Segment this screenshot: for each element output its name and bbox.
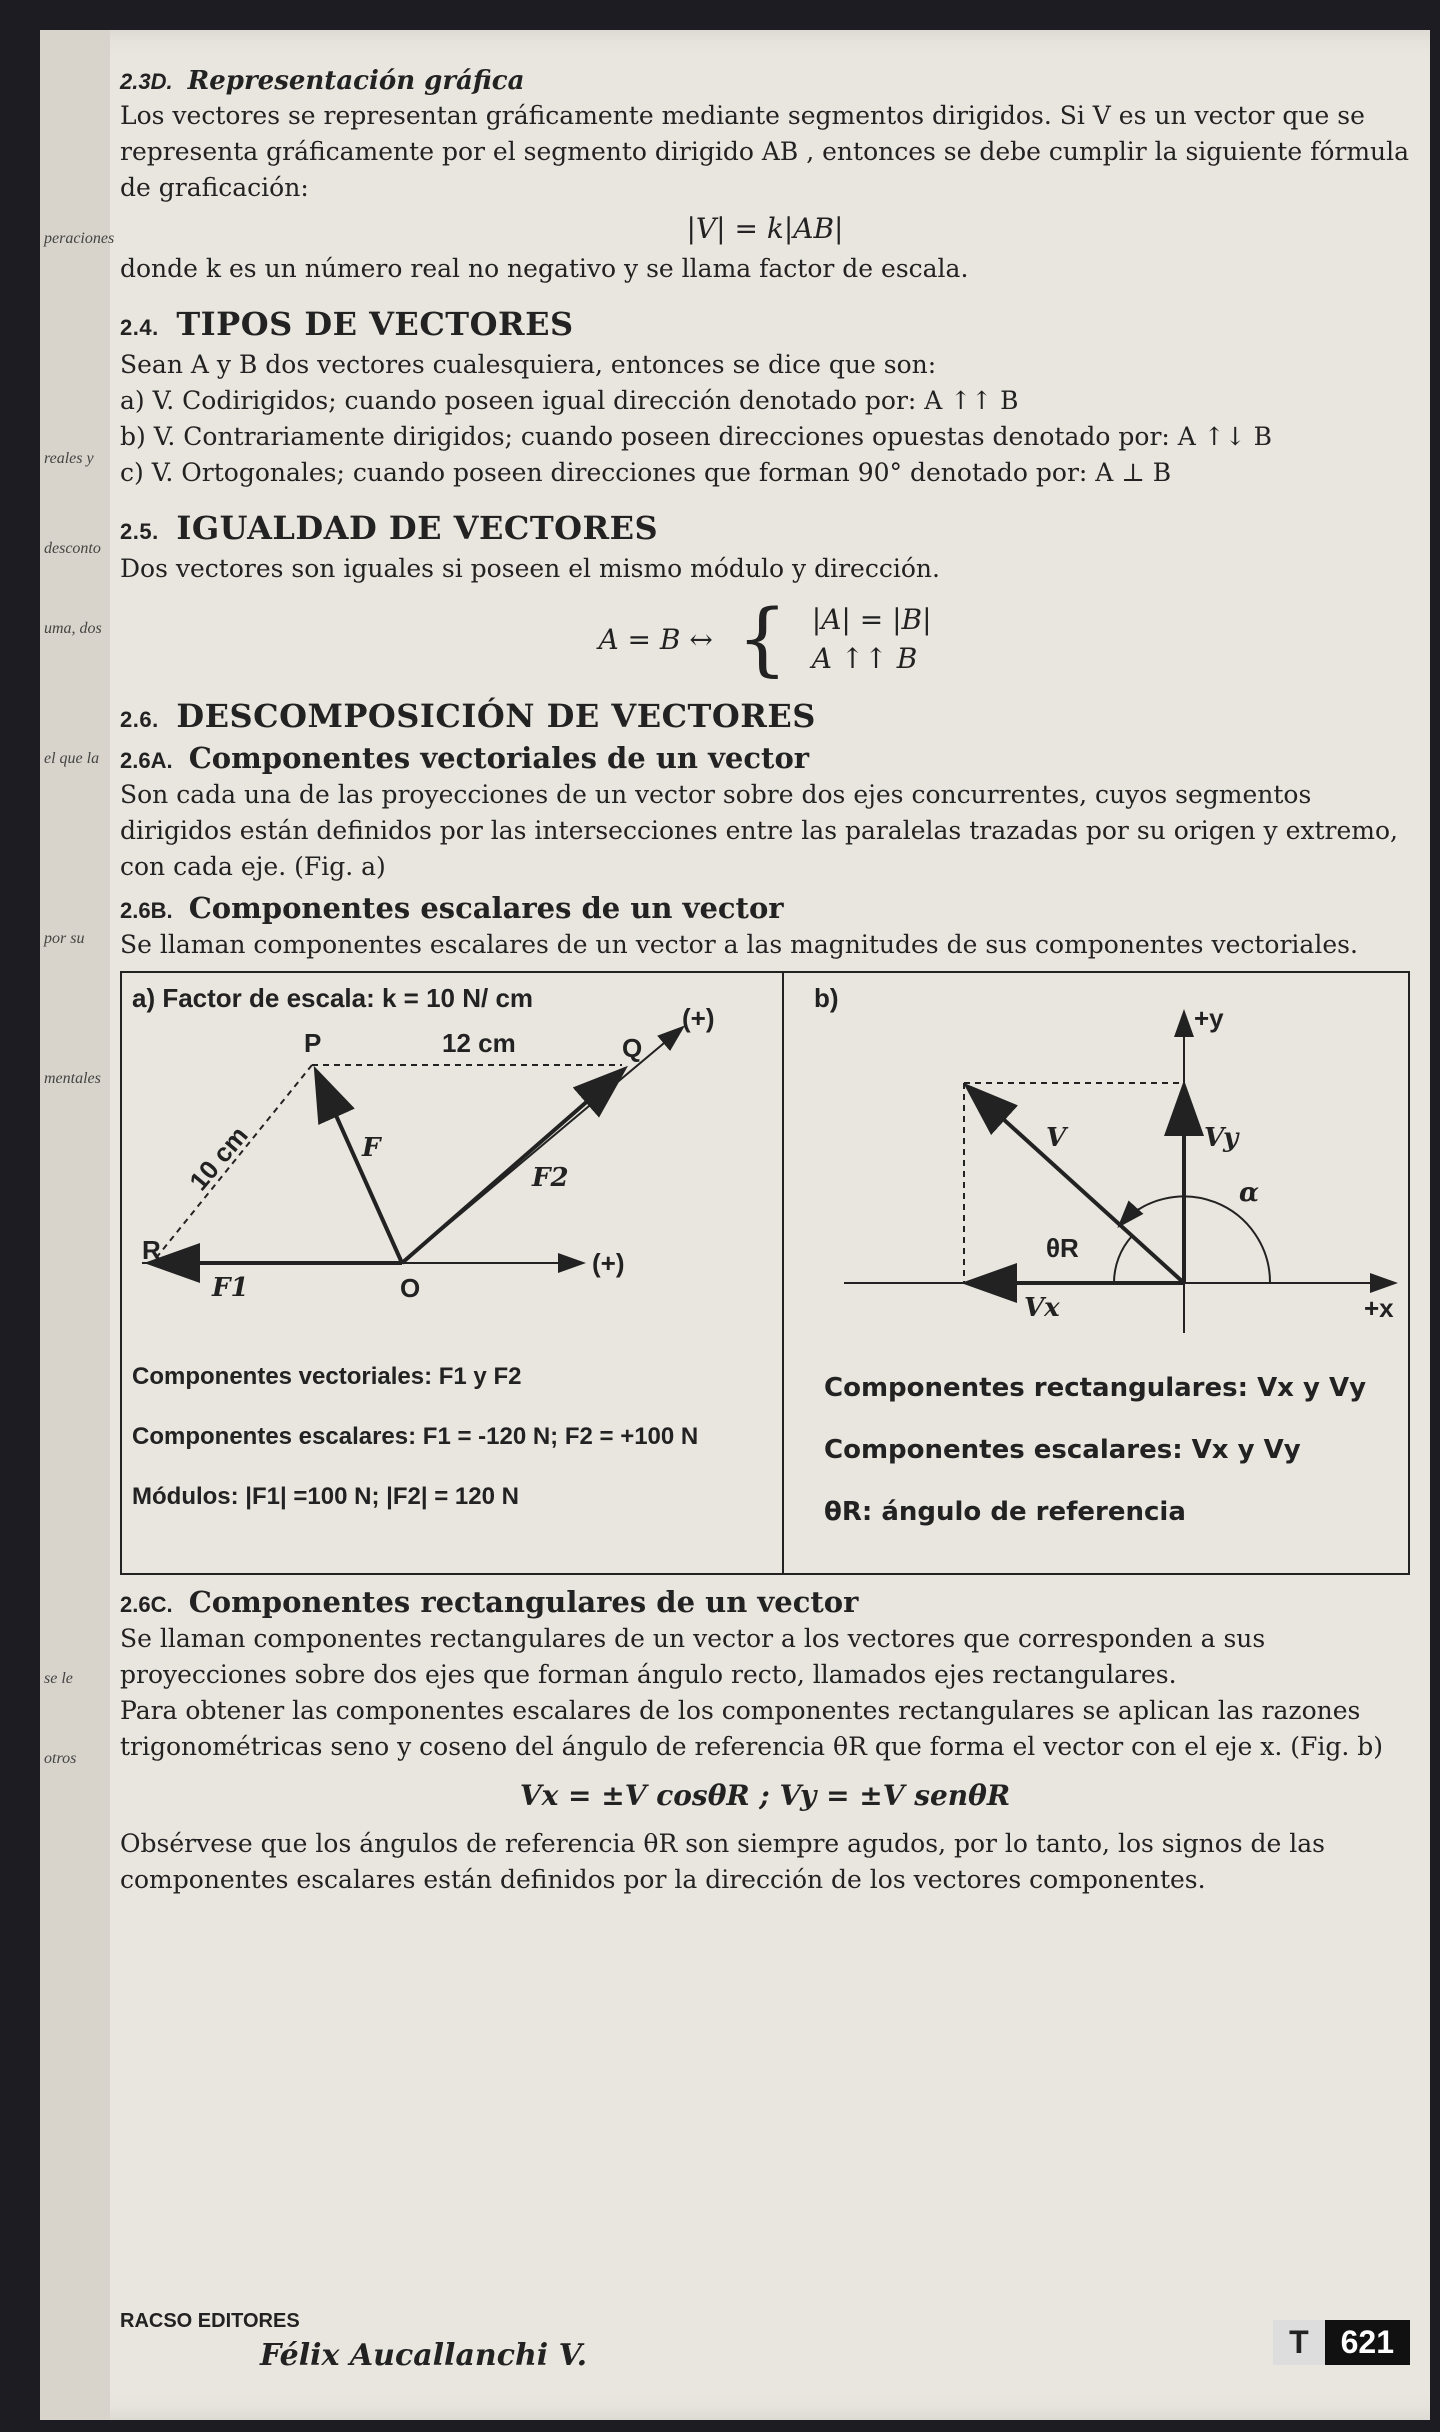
figure-box: [120, 971, 1410, 1575]
point-p-label: P: [304, 1028, 322, 1058]
vector-f2: [402, 1071, 622, 1263]
section-2-6c-text-1: Se llaman componentes rectangulares de un vector a los vectores que corresponden a sus proyecciones sobre dos ejes que forman ángulo recto, llamados ejes rectangulares.: [120, 1624, 1266, 1689]
margin-fragment: el que la: [44, 750, 100, 767]
graphing-formula: |V| = k|AB|: [686, 212, 844, 245]
equality-conditions: [812, 603, 932, 675]
margin-fragment: peraciones: [44, 230, 115, 247]
section-number: 2.3D.: [120, 69, 173, 94]
vector-f-label: F: [362, 1133, 381, 1163]
page-tag: [1273, 2320, 1410, 2365]
section-2-6c-text-2: Para obtener las componentes escalares de los componentes rectangulares se aplican las razones trigonométricas seno y coseno del ángulo de referencia θR que forma el vector con el eje x. (Fig. b): [120, 1696, 1384, 1761]
brace-icon: {: [736, 592, 788, 685]
margin-fragment: desconto: [44, 540, 101, 557]
figure-b-caption-theta: θR: ángulo de referencia: [824, 1497, 1186, 1527]
vector-f2-label: F2: [532, 1163, 569, 1193]
margin-fragment: mentales: [44, 1070, 101, 1087]
margin-fragment: otros: [44, 1750, 77, 1767]
section-number: 2.6.: [120, 707, 159, 732]
section-2-5-text: Dos vectores son iguales si poseen el mismo módulo y dirección.: [120, 554, 940, 583]
alpha-label: α: [1239, 1178, 1260, 1208]
page-number: 621: [1325, 2320, 1410, 2365]
distance-pq-label: 12 cm: [442, 1028, 516, 1058]
margin-fragment: reales y: [44, 450, 94, 467]
section-number: 2.4.: [120, 315, 159, 340]
section-2-4-intro: Sean A y B dos vectores cualesquiera, entonces se dice que son:: [120, 350, 937, 379]
positive-x-axis-label: (+): [592, 1248, 625, 1278]
margin-fragment: uma, dos: [44, 620, 102, 637]
vector-f: [317, 1073, 402, 1263]
section-title: TIPOS DE VECTORES: [176, 305, 574, 343]
positive-x-label: +x: [1364, 1293, 1394, 1323]
equality-direction: A ↑↑ B: [811, 642, 918, 675]
point-q-label: Q: [622, 1033, 643, 1063]
margin-fragment: se le: [44, 1670, 73, 1687]
section-title: DESCOMPOSICIÓN DE VECTORES: [176, 697, 816, 735]
equality-modulus: |A| = |B|: [811, 603, 932, 636]
page-content: [120, 60, 1410, 1898]
section-2-6b-heading: [120, 891, 1410, 925]
section-number: 2.6A.: [120, 748, 173, 773]
vector-vy-label: Vy: [1204, 1123, 1239, 1153]
section-2-5-heading: [120, 509, 1410, 547]
section-number: 2.6C.: [120, 1592, 173, 1617]
section-2-3d-text: Los vectores se representan gráficamente mediante segmentos dirigidos. Si V es un vector que se representa gráficamente por el segmento dirigido AB , entonces se debe cumplir la siguiente fórmula de graficación:: [120, 101, 1410, 202]
section-2-6a-text: Son cada una de las proyecciones de un vector sobre dos ejes concurrentes, cuyos segmentos dirigidos están definidos por las intersecciones entre las paralelas trazadas por su origen y extremo, con cada eje. (Fig. a): [120, 780, 1399, 881]
margin-fragment: por su: [44, 930, 85, 947]
figure-b-caption-rect: Componentes rectangulares: Vx y Vy: [824, 1373, 1367, 1403]
section-title: Componentes escalares de un vector: [188, 891, 784, 925]
section-2-6-heading: [120, 697, 1410, 735]
figure-b-caption-scalar: Componentes escalares: Vx y Vy: [824, 1435, 1301, 1465]
components-formula: Vx = ±V cosθR ; Vy = ±V senθR: [519, 1779, 1011, 1812]
positive-f2-axis-label: (+): [682, 1003, 715, 1033]
figure-b-title: b): [814, 983, 839, 1013]
left-page-margin: [40, 30, 115, 2420]
vector-type-codirected: a) V. Codirigidos; cuando poseen igual dirección denotado por: A ↑↑ B: [120, 386, 1019, 415]
equality-formula: [120, 592, 1410, 685]
figure-b-diagram: [784, 973, 1414, 1573]
page-footer: [120, 2310, 1410, 2380]
scale-factor-text: donde k es un número real no negativo y se llama factor de escala.: [120, 254, 969, 283]
section-title: Representación gráfica: [187, 66, 525, 96]
figure-a: [122, 973, 784, 1573]
section-2-3d-heading: [120, 66, 1410, 96]
book-page: [40, 30, 1430, 2420]
page-tag-letter: T: [1273, 2320, 1325, 2365]
section-2-4-heading: [120, 305, 1410, 343]
figure-a-caption-modules: Módulos: |F1| =100 N; |F2| = 120 N: [132, 1483, 519, 1510]
figure-a-title: a) Factor de escala: k = 10 N/ cm: [132, 983, 534, 1013]
section-title: Componentes vectoriales de un vector: [188, 741, 810, 775]
distance-rp-label: 10 cm: [183, 1120, 254, 1197]
equality-left: A = B ↔: [598, 622, 713, 656]
section-title: Componentes rectangulares de un vector: [188, 1585, 859, 1619]
section-2-6c-heading: [120, 1585, 1410, 1619]
positive-y-label: +y: [1194, 1003, 1224, 1033]
vector-type-opposite: b) V. Contrariamente dirigidos; cuando poseen direcciones opuestas denotado por: A ↑↓ B: [120, 422, 1273, 451]
publisher-logo: RACSO EDITORES: [120, 2310, 300, 2332]
theta-arc: [1114, 1236, 1132, 1283]
figure-b: [784, 973, 1408, 1573]
section-2-6a-heading: [120, 741, 1410, 775]
theta-r-label: θR: [1046, 1233, 1079, 1263]
point-o-label: O: [400, 1273, 421, 1303]
section-2-6b-text: Se llaman componentes escalares de un vector a las magnitudes de sus componentes vectoriales.: [120, 930, 1358, 959]
section-2-6c-text-3: Obsérvese que los ángulos de referencia θR son siempre agudos, por lo tanto, los signos de las componentes escalares están definidos por la dirección de los vectores componentes.: [120, 1829, 1326, 1894]
figure-a-caption-vectorial: Componentes vectoriales: F1 y F2: [132, 1363, 522, 1390]
vector-type-orthogonal: c) V. Ortogonales; cuando poseen direcciones que forman 90° denotado por: A ⊥ B: [120, 458, 1172, 487]
point-r-label: R: [142, 1235, 161, 1265]
vector-vx-label: Vx: [1024, 1293, 1060, 1323]
alpha-arc: [1120, 1196, 1270, 1283]
author-name: Félix Aucallanchi V.: [260, 2338, 588, 2373]
section-number: 2.6B.: [120, 898, 173, 923]
section-title: IGUALDAD DE VECTORES: [176, 509, 659, 547]
vector-v-label: V: [1046, 1123, 1067, 1153]
figure-a-caption-scalar: Componentes escalares: F1 = -120 N; F2 = +100 N: [132, 1423, 699, 1450]
vector-f1-label: F1: [212, 1273, 249, 1303]
section-number: 2.5.: [120, 519, 159, 544]
